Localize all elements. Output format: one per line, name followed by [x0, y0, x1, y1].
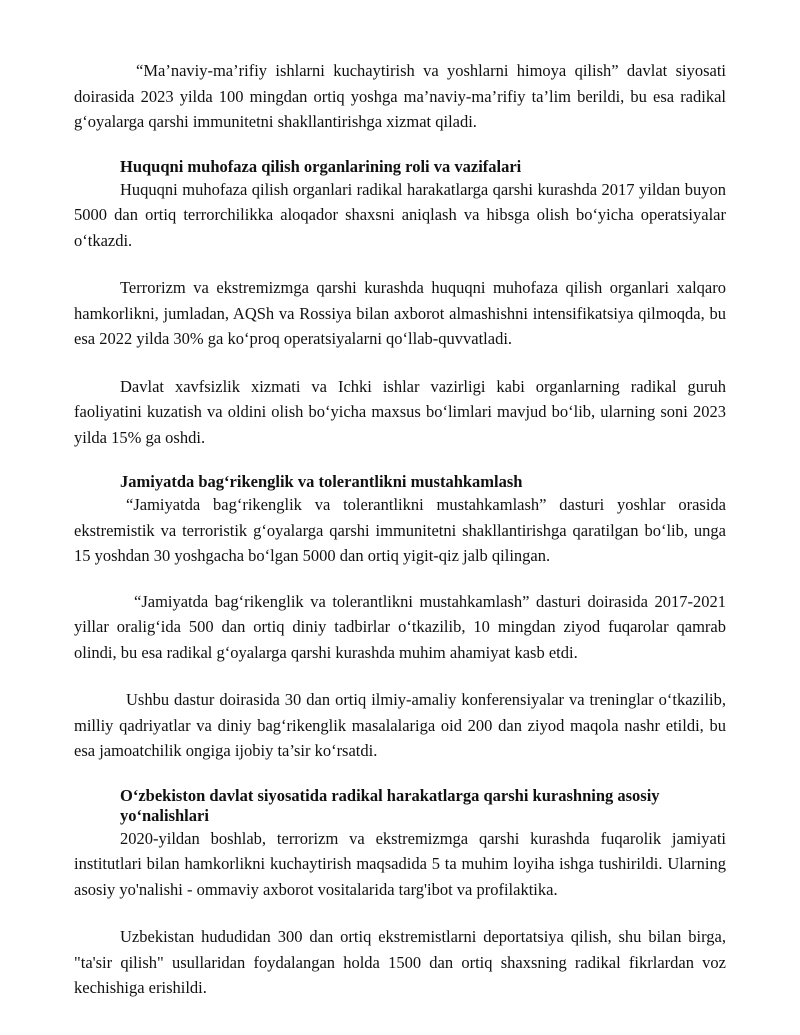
paragraph-religious-events: “Jamiyatda bag‘rikenglik va tolerantlikni mustahkamlash” dasturi doirasida 2017-2021 yillar oralig‘ida 500 dan ortiq diniy tadbirlar o‘tkazilib, 10 mingdan ziyod fuqarolar qamrab olindi, bu esa radikal g‘oyalarga qarshi kurashda muhim ahamiyat kasb etdi. [74, 591, 726, 662]
paragraph-conferences: Ushbu dastur doirasida 30 dan ortiq ilmiy-amaliy konferensiyalar va treninglar o‘tkazilib, milliy qadriyatlar va diniy bag‘rikenglik masalalariga oid 200 dan ziyod maqola nashr etildi, bu esa jamoatchilik ongiga ijobiy ta’sir ko‘rsatdi. [74, 690, 726, 760]
section-heading-law-enforcement: Huquqni muhofaza qilish organlarining roli va vazifalari [120, 156, 522, 176]
paragraph-law-enforcement-operations: Huquqni muhofaza qilish organlari radikal harakatlarga qarshi kurashda 2017 yildan buyon 5000 dan ortiq terrorchilikka aloqador shaxsni aniqlash va hibsga olish bo‘yicha operatsiyalar o‘tkazdi. [74, 179, 726, 250]
paragraph-deportation: Uzbekistan hududidan 300 dan ortiq ekstremistlarni deportatsiya qilish, shu bilan birga, "ta'sir qilish" usullaridan foydalangan holda 1500 dan ortiq shaxsning radikal fikrlardan voz kechishiga erishildi. [74, 927, 726, 997]
paragraph-civil-society-projects: 2020-yildan boshlab, terrorizm va ekstremizmga qarshi kurashda fuqarolik jamiyati institutlari bilan hamkorlikni kuchaytirish maqsadida 5 ta muhim loyiha ishga tushirildi. Ularning asosiy yo'nalishi - ommaviy axborot vositalarida targ'ibot va profilaktika. [74, 828, 726, 899]
paragraph-spiritual-education: “Ma’naviy-ma’rifiy ishlarni kuchaytirish va yoshlarni himoya qilish” davlat siyosati doirasida 2023 yilda 100 mingdan ortiq yoshga ma’naviy-ma’rifiy ta’lim berildi, bu esa radikal g‘oyalarga qarshi immunitetni shakllantirishga xizmat qiladi. [74, 61, 726, 131]
paragraph-international-cooperation: Terrorizm va ekstremizmga qarshi kurashda huquqni muhofaza qilish organlari xalqaro hamkorlikni, jumladan, AQSh va Rossiya bilan axborot almashishni intensifikatsiya qilmoqda, bu esa 2022 yilda 30% ga ko‘proq operatsiyalarni qo‘llab-quvvatladi. [74, 278, 726, 348]
section-heading-tolerance: Jamiyatda bag‘rikenglik va tolerantlikni mustahkamlash [120, 472, 523, 491]
section-heading-state-policy: O‘zbekiston davlat siyosatida radikal harakatlarga qarshi kurashning asosiy yo‘nalishlari [120, 785, 660, 825]
paragraph-tolerance-program: “Jamiyatda bag‘rikenglik va tolerantlikni mustahkamlash” dasturi yoshlar orasida ekstremistik va terroristik g‘oyalarga qarshi immunitetni shakllantirishga qaratilgan bo‘lib, unga 15 yoshdan 30 yoshgacha bo‘lgan 5000 dan ortiq yigit-qiz jalb qilingan. [74, 495, 726, 565]
paragraph-special-departments: Davlat xavfsizlik xizmati va Ichki ishlar vazirligi kabi organlarning radikal guruh faoliyatini kuzatish va oldini olish bo‘yicha maxsus bo‘limlari mavjud bo‘lib, ularning soni 2023 yilda 15% ga oshdi. [74, 376, 726, 447]
